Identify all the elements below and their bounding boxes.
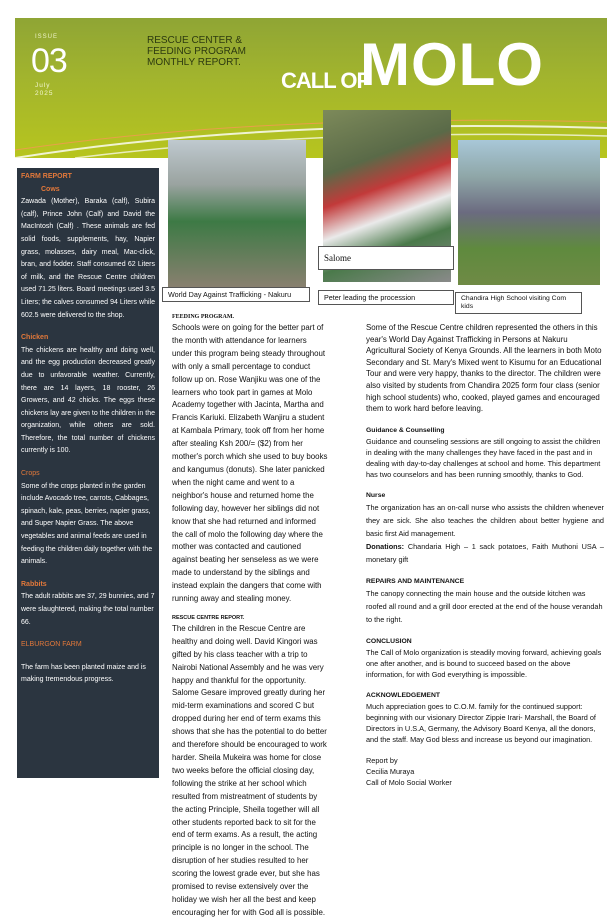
crops-heading: Crops	[21, 470, 40, 478]
photo-chandira-visit	[458, 140, 600, 285]
donations-text: Chandaria High – 1 sack potatoes, Faith Muthoni USA – monetary gift	[366, 541, 604, 564]
farm-report-sidebar	[17, 168, 159, 778]
title-molo: MOLO	[360, 31, 544, 98]
donations-line	[366, 540, 604, 566]
repairs-text: The canopy connecting the main house and the outside kitchen was roofed all round and a grill door erected at the end of the house verandah to the right.	[366, 588, 603, 624]
rabbits-text: The adult rabbits are 37, 29 bunnies, and 7 were slaughtered, making the total number 66.	[21, 593, 155, 626]
cows-heading: Cows	[41, 185, 60, 193]
guidance-heading: Guidance & Counselling	[366, 426, 445, 434]
author-name: Cecilia Muraya	[366, 766, 415, 776]
acknowledgement-heading: ACKNOWLEDGEMENT	[366, 691, 441, 699]
left-article-column	[172, 313, 328, 920]
photo-name-label: Salome	[318, 246, 454, 270]
feeding-heading: FEEDING PROGRAM.	[172, 314, 234, 320]
author-role: Call of Molo Social Worker	[366, 777, 452, 787]
rescue-heading: RESCUE CENTRE REPORT.	[172, 614, 245, 621]
rabbits-heading: Rabbits	[21, 580, 47, 588]
rescue-text: The children in the Rescue Centre are healthy and doing well. David Kingori was gifted by his class teacher with a trip to Nairobi National Assembly and he was very happy and thankful for the opportunity. Salome Gesare improved greatly during her mid-term examinations and scored C but dropped during her end of term exams this shows that she has the potential to do better and therefore should be encouraged to work harder. Sheila Mukeira was home for close two weeks before the official closing day, following the strike at her school which resulted from mistreatment of students by the acting Principle, Sheila together will all other students reported back to sit for the end of term exams. As a result, the acting principle is no longer in the school. The disruption of her studies resulted to her scoring the lowest grade ever, but she has promised to revise extensively over the holiday we wish her all the best and keep encouraging her for with God all is possible.	[172, 623, 327, 917]
feeding-text: Schools were on going for the better part of the month with attendance for learners under this program being steady throughout with only a small percentage to conduct follow up on. Rose Wanjiku was one of the learners who took part in games at Molo Academy together with Jacinta, Martha and Francis Kariuki. Elizabeth Wanjiru a student at Kambala Primary, took off from her home after stealing Ksh 200/= ($2) from her mother's porch which she used to buy books and kangumus (donuts). She later panicked when the night came and went to a neighbor's house and returned home the following day, however her siblings did not know that she had returned and informed the call of molo the following day where the mother was contacted and cautioned against beating her senseless as we were made to understand by the siblings and instead explain the dangers that come with running away and stealing money.	[172, 323, 328, 604]
photo-caption-3: Chandira High School visiting Com kids	[455, 292, 582, 314]
elburgon-heading: ELBURGON FARM	[21, 641, 82, 649]
repairs-heading: REPAIRS AND MAINTENANCE	[366, 577, 465, 585]
photo-trafficking-day	[168, 140, 306, 288]
guidance-text: Guidance and counseling sessions are still ongoing to assist the children in dealing with the many challenges they have faced in the past and in dealing with day-to-day challenges at school and home. This department has two counselors and has been running smoothly, thanks to God.	[366, 436, 601, 479]
report-by-label: Report by	[366, 755, 398, 765]
photo-caption-1: World Day Against Trafficking - Nakuru	[162, 287, 310, 302]
cows-text: Zawada (Mother), Baraka (calf), Subira (calf), Prince John (Calf) and David the MacIntosh (Calf) . These animals are fed solid foods, supplements, hay, Napier grass, molasses, dairy meal, Mac-click, bran, and fodder. Staff consumed 62 Liters of milk, and the Rescue Centre children used 71.25 liters. Board meetings used 3.5 Liters; the calves consumed 94 Liters while 602.5 were delivered to the shop.	[21, 198, 155, 319]
conclusion-text: The Call of Molo organization is steadily moving forward, achieving goals one after another, and is bound to succeed based on the above information, for with God everything is impossible.	[366, 647, 602, 679]
acknowledgement-text: Much appreciation goes to C.O.M. family for the continued support: beginning with our visionary Director Zippie Irari- Marshall, the Board of Directors in U.S.A, Germany, the Advisory Board Kenya, all the donors, and the staff. May God bless and increase us beyond our imagination.	[366, 701, 596, 744]
photo-caption-2: Peter leading the procession	[318, 290, 454, 305]
donations-label: Donations:	[366, 541, 405, 551]
newsletter-subtitle: RESCUE CENTER & FEEDING PROGRAM MONTHLY REPORT.	[147, 35, 246, 68]
conclusion-heading: CONCLUSION	[366, 637, 412, 645]
masthead	[15, 18, 607, 158]
elburgon-text: The farm has been planted maize and is making tremendous progress.	[21, 663, 146, 684]
nurse-text: The organization has an on-call nurse who assists the children whenever they are sick. She also teaches the children about better hygiene and basic first Aid management.	[366, 502, 604, 538]
issue-label: ISSUE	[35, 34, 59, 40]
chicken-heading: Chicken	[21, 334, 49, 342]
right-article-column	[366, 322, 604, 788]
intro-text: Some of the Rescue Centre children represented the others in this year's World Day Against Trafficking in Persons at Nakuru Agricultural Society of Kenya Grounds. All the learners in both Moto Secondary and St. Mary's Mixed went to Kisumu for an Educational Tour and were very happy, thanks to the director. The children were also visited by students from Chandira 2025 form four class (senior high school students) who, cooked, played games and encouraged them to work hard before leaving.	[366, 323, 602, 414]
farm-report-heading: FARM REPORT	[21, 173, 72, 180]
chicken-text: The chickens are healthy and doing well, and the egg production decreased greatly due to unfavorable weather. Currently, there are 14 layers, 18 rooster, 26 Growers, and 42 chicks. The eggs these chickens lay are given to the children in the organization, while others are sold. Therefore, the total number of chickens currently is 100.	[21, 346, 155, 455]
crops-text: Some of the crops planted in the garden include Avocado tree, carrots, Cabbages, spinach, kale, peas, berries, napier grass, and Super Napier Grass. The above vegetables and animal feeds are used in feeding the children daily together with the animals.	[21, 482, 153, 566]
nurse-heading: Nurse	[366, 491, 386, 499]
issue-number: 03	[31, 42, 67, 80]
title-call-of: CALL OF	[281, 68, 369, 93]
issue-date: July 2025	[35, 82, 54, 97]
